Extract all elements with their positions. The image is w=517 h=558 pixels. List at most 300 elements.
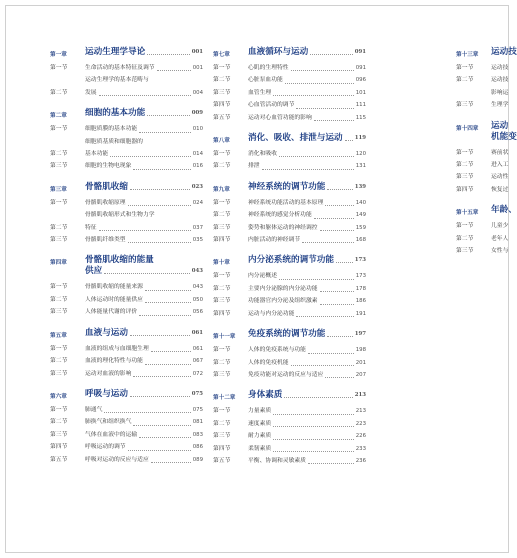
section-title <box>248 308 366 320</box>
chapter-title-row <box>85 108 203 119</box>
section-title-line <box>491 99 516 111</box>
section-page-number: 198 <box>355 347 366 354</box>
chapter-label: 第十五章 <box>456 210 479 217</box>
chapter-title-text: 血液循环与运动 <box>248 47 309 57</box>
dot-leader <box>325 205 353 206</box>
dot-leader <box>157 70 191 71</box>
section-page-number: 056 <box>192 309 203 316</box>
section-title <box>85 197 203 209</box>
section-title-text: 内脏活动的神经调节 <box>248 237 301 244</box>
section-title-line <box>248 369 366 381</box>
chapter-block <box>50 389 203 466</box>
section-label: 第二节 <box>50 224 68 231</box>
chapter-title-row <box>85 47 203 58</box>
section-label: 第三节 <box>50 163 68 170</box>
chapter-label: 第十三章 <box>456 52 479 58</box>
section-entry <box>50 441 203 453</box>
section-page-number: 236 <box>355 457 366 464</box>
dot-leader <box>279 156 354 157</box>
section-entry <box>50 123 203 135</box>
section-label: 第二节 <box>213 163 231 170</box>
section-title <box>85 281 203 293</box>
chapter-title-row <box>248 390 366 401</box>
section-label: 第一节 <box>50 199 68 206</box>
dot-leader <box>128 205 191 206</box>
section-page-number: 173 <box>355 273 366 280</box>
section-title <box>248 234 366 246</box>
chapter-heading <box>213 182 366 193</box>
section-title-line <box>85 74 203 86</box>
dot-leader <box>99 95 191 96</box>
dot-leader <box>273 426 354 427</box>
chapter-page-number: 001 <box>191 49 203 55</box>
section-title <box>85 74 203 99</box>
dot-leader <box>130 335 190 336</box>
section-label: 第一节 <box>213 408 231 415</box>
section-title <box>248 443 366 455</box>
section-title-line <box>248 270 366 282</box>
section-entry <box>50 74 203 99</box>
section-entry <box>213 369 366 381</box>
section-label: 第三节 <box>213 433 231 440</box>
dot-leader <box>320 304 354 305</box>
section-title-text: 功能器官内分泌及组织激素 <box>248 298 318 305</box>
section-entry <box>456 171 516 183</box>
section-title-text: 肺通气 <box>85 406 103 413</box>
dot-leader <box>145 290 191 291</box>
section-entry <box>50 429 203 441</box>
section-title-line <box>491 74 516 86</box>
section-title-text: 生命活动的基本特征及调节 <box>85 65 155 71</box>
chapter-title-text: 细胞的基本功能 <box>85 108 146 119</box>
section-title-line <box>85 222 203 234</box>
chapter-block <box>213 329 366 381</box>
section-page-number: 115 <box>355 114 366 121</box>
section-title <box>85 123 203 135</box>
section-title <box>491 87 516 112</box>
section-title-line <box>85 62 203 74</box>
chapter-block <box>50 108 203 173</box>
section-entry <box>50 343 203 355</box>
section-entry <box>213 62 366 74</box>
section-label: 第二节 <box>456 162 474 169</box>
section-label: 第三节 <box>213 298 231 305</box>
chapter-page-number: 023 <box>191 183 203 190</box>
section-page-number: 207 <box>355 371 366 378</box>
section-title <box>248 87 366 99</box>
toc-column-left <box>50 47 203 475</box>
section-page-number: 091 <box>355 65 366 71</box>
dot-leader <box>130 189 190 190</box>
chapter-label: 第八章 <box>213 138 230 145</box>
section-title-text: 运动性 <box>491 174 509 181</box>
dot-leader <box>284 397 352 398</box>
section-title <box>85 160 203 172</box>
section-title-line <box>248 148 366 160</box>
section-title-line <box>248 418 366 430</box>
section-title-line <box>248 234 366 246</box>
section-title-line <box>248 443 366 455</box>
section-label: 第三节 <box>50 237 68 244</box>
section-title <box>491 74 516 86</box>
section-title-text: 免疫功能对运动的反应与适应 <box>248 371 324 378</box>
section-label: 第一节 <box>50 65 68 71</box>
section-title-text: 运动对血液的影响 <box>85 370 132 377</box>
section-title <box>248 418 366 430</box>
section-title <box>491 62 516 74</box>
dot-leader <box>145 364 191 365</box>
section-title-text: 赛前状 <box>491 149 509 156</box>
section-title <box>491 147 516 159</box>
section-title-line <box>248 74 366 86</box>
section-entry <box>50 306 203 318</box>
section-page-number: 072 <box>192 370 203 377</box>
section-title-line <box>85 294 203 306</box>
section-title-line <box>248 209 366 221</box>
section-label: 第三节 <box>456 248 474 255</box>
section-page-number: 014 <box>192 151 203 158</box>
dot-leader <box>99 230 191 231</box>
chapter-page-number: 075 <box>191 390 203 397</box>
section-title-text: 肺换气和组织换气 <box>85 419 132 426</box>
chapter-label: 第十二章 <box>213 395 236 402</box>
chapter-title <box>85 182 203 193</box>
dot-leader <box>133 425 190 426</box>
chapter-label: 第五章 <box>50 332 67 339</box>
dot-leader <box>139 437 191 438</box>
section-label: 第三节 <box>50 309 68 316</box>
section-title-text: 细胞质膜的基本功能 <box>85 126 138 133</box>
section-label: 第二节 <box>50 296 68 303</box>
section-entry <box>50 197 203 209</box>
section-title <box>491 220 516 232</box>
section-entry <box>456 62 516 74</box>
chapter-heading <box>50 255 203 277</box>
chapter-title <box>248 329 366 340</box>
chapter-heading <box>456 205 516 216</box>
section-title-line <box>491 87 516 99</box>
section-title <box>491 171 516 183</box>
section-entry <box>50 209 203 234</box>
section-entry <box>50 160 203 172</box>
section-label: 第一节 <box>456 149 474 156</box>
chapter-label: 第七章 <box>213 52 230 58</box>
chapter-title <box>248 255 366 266</box>
section-title <box>491 184 516 196</box>
chapter-title <box>248 47 366 58</box>
dot-leader <box>345 140 353 141</box>
chapter-title <box>85 328 203 339</box>
chapter-title-text: 消化、吸收、排泄与运动 <box>248 133 343 144</box>
chapter-block <box>50 328 203 380</box>
section-title-text: 姿势和躯体运动的神经调控 <box>248 224 318 231</box>
section-title <box>248 112 366 124</box>
chapter-block <box>456 205 516 257</box>
section-title <box>491 245 516 257</box>
dot-leader <box>296 316 353 317</box>
section-page-number: 024 <box>192 199 203 206</box>
section-title-text: 柔韧素质 <box>248 445 272 452</box>
section-entry <box>213 234 366 246</box>
section-page-number: 111 <box>355 102 366 109</box>
section-entry <box>213 357 366 369</box>
section-title-text: 血管生理 <box>248 89 272 96</box>
section-entry <box>456 233 516 245</box>
section-title-text: 主要内分泌腺的内分泌功能 <box>248 285 318 292</box>
chapter-title-text: 年龄、 <box>491 205 517 216</box>
section-label: 第二节 <box>213 359 231 366</box>
section-title-text: 发展 <box>85 89 97 96</box>
dot-leader <box>285 83 354 84</box>
section-title-text: 人体的免疫系统与功能 <box>248 347 306 354</box>
chapter-block <box>50 47 203 99</box>
dot-leader <box>320 291 354 292</box>
dot-leader <box>325 377 353 378</box>
dot-leader <box>147 54 190 55</box>
section-label: 第三节 <box>456 174 474 181</box>
section-entry <box>456 245 516 257</box>
section-title <box>248 99 366 111</box>
chapter-title-row <box>85 328 203 339</box>
chapter-title-row <box>248 133 366 144</box>
section-label: 第五节 <box>213 114 231 121</box>
dot-leader <box>128 242 191 243</box>
section-title-line <box>85 234 203 246</box>
section-title-line <box>491 159 516 171</box>
section-page-number: 140 <box>355 199 366 206</box>
section-page-number: 191 <box>355 310 366 317</box>
section-page-number: 016 <box>192 163 203 170</box>
section-page-number: 037 <box>192 224 203 231</box>
section-title-text: 细胞的生物电现象 <box>85 163 132 170</box>
section-title-line <box>85 454 203 466</box>
section-title-line <box>491 171 516 183</box>
chapter-page-number: 213 <box>354 392 366 399</box>
dot-leader <box>273 414 354 415</box>
chapter-title-row <box>248 329 366 340</box>
toc-column-middle <box>213 47 366 476</box>
chapter-title <box>85 255 203 277</box>
section-title-text: 心血管活动的调节 <box>248 102 295 109</box>
section-entry <box>50 416 203 428</box>
chapter-title-text: 神经系统的调节功能 <box>248 181 326 192</box>
section-title-line <box>85 368 203 380</box>
section-page-number: 075 <box>192 406 203 413</box>
section-title-line <box>248 99 366 111</box>
section-label: 第一节 <box>456 65 474 71</box>
section-title-text: 心肌的生理特性 <box>248 65 289 71</box>
section-entry <box>213 74 366 86</box>
section-label: 第四节 <box>213 237 231 244</box>
chapter-title <box>491 121 517 143</box>
dot-leader <box>151 351 191 352</box>
dot-leader <box>273 451 354 452</box>
section-title-text: 儿童少 <box>491 223 509 230</box>
section-page-number: 101 <box>355 89 366 96</box>
section-title-line <box>491 245 516 257</box>
dot-leader <box>104 273 190 274</box>
section-title <box>85 343 203 355</box>
section-entry <box>213 295 366 307</box>
section-page-number: 086 <box>192 444 203 451</box>
section-title-line <box>85 123 203 135</box>
dot-leader <box>296 108 353 109</box>
section-title-text: 呼吸对运动的反应与适应 <box>85 456 149 463</box>
chapter-label: 第十一章 <box>213 334 236 341</box>
section-entry <box>213 87 366 99</box>
section-page-number: 089 <box>192 456 203 463</box>
section-title <box>248 405 366 417</box>
section-page-number: 096 <box>355 77 366 84</box>
dot-leader <box>327 336 352 337</box>
dot-leader <box>327 189 352 190</box>
section-title-text: 人体能量代谢的评价 <box>85 309 138 316</box>
section-page-number: 083 <box>192 431 203 438</box>
section-title-line <box>248 344 366 356</box>
section-label: 第一节 <box>50 284 68 291</box>
dot-leader <box>291 70 354 71</box>
section-title-text: 女性与 <box>491 248 509 255</box>
section-entry <box>213 112 366 124</box>
dot-leader <box>279 279 354 280</box>
chapter-heading <box>456 121 516 143</box>
section-title-text: 生理学 <box>491 102 509 109</box>
section-entry <box>213 197 366 209</box>
section-title-line <box>85 306 203 318</box>
dot-leader <box>104 412 190 413</box>
section-title-line <box>85 441 203 453</box>
chapter-title-row <box>85 266 203 277</box>
chapter-block <box>213 182 366 247</box>
section-title-text: 力量素质 <box>248 408 272 415</box>
section-label: 第三节 <box>456 102 474 109</box>
section-title-line <box>248 87 366 99</box>
section-title-line <box>85 209 203 221</box>
section-title <box>85 368 203 380</box>
chapter-title-text: 身体素质 <box>248 390 283 401</box>
chapter-heading <box>50 328 203 339</box>
dot-leader <box>314 218 354 219</box>
section-label: 第二节 <box>50 419 68 426</box>
section-title-text: 心脏泵血功能 <box>248 77 283 84</box>
chapter-page-number: 173 <box>354 257 366 264</box>
section-page-number: 001 <box>192 65 203 71</box>
section-label: 第二节 <box>213 420 231 427</box>
section-title <box>248 357 366 369</box>
chapter-title-text: 供应 <box>85 266 103 277</box>
section-title-line <box>85 136 203 148</box>
chapter-block <box>50 255 203 318</box>
section-title-line <box>85 416 203 428</box>
chapter-title-text: 呼吸与运动 <box>85 388 128 399</box>
chapter-title <box>85 108 203 119</box>
document-page <box>5 5 517 553</box>
dot-leader <box>151 462 191 463</box>
section-entry <box>456 159 516 171</box>
dot-leader <box>310 54 353 55</box>
dot-leader <box>314 120 354 121</box>
chapter-heading <box>456 47 516 58</box>
section-title-line <box>85 404 203 416</box>
dot-leader <box>147 115 190 116</box>
section-page-number: 120 <box>355 151 366 158</box>
section-entry <box>213 222 366 234</box>
chapter-block <box>213 133 366 173</box>
section-label: 第三节 <box>50 370 68 377</box>
section-title <box>248 283 366 295</box>
section-title <box>85 234 203 246</box>
section-entry <box>50 234 203 246</box>
section-label: 第一节 <box>50 406 68 413</box>
section-title <box>85 454 203 466</box>
section-label: 第三节 <box>213 371 231 378</box>
chapter-heading <box>50 47 203 58</box>
section-entry <box>213 148 366 160</box>
dot-leader <box>133 169 190 170</box>
section-page-number: 168 <box>355 237 366 244</box>
section-label: 第二节 <box>213 77 231 84</box>
section-title-line <box>248 295 366 307</box>
section-entry <box>213 405 366 417</box>
chapter-title <box>248 182 366 193</box>
chapter-block <box>213 390 366 467</box>
section-title-line <box>491 220 516 232</box>
section-title-text: 特征 <box>85 224 97 231</box>
section-entry <box>213 270 366 282</box>
section-label: 第二节 <box>456 77 474 84</box>
section-entry <box>213 99 366 111</box>
chapter-page-number: 139 <box>354 183 366 190</box>
section-title <box>248 295 366 307</box>
dot-leader <box>273 439 354 440</box>
section-title <box>85 404 203 416</box>
section-title-text: 进入工 <box>491 162 509 169</box>
chapter-label: 第九章 <box>213 186 230 193</box>
section-entry <box>50 355 203 367</box>
chapter-title-row <box>248 182 366 193</box>
section-label: 第一节 <box>50 126 68 133</box>
section-label: 第一节 <box>213 65 231 71</box>
section-title-text: 神经系统功能活动的基本原理 <box>248 199 324 206</box>
section-title <box>85 441 203 453</box>
section-label: 第三节 <box>50 431 68 438</box>
section-label: 第一节 <box>456 223 474 230</box>
dot-leader <box>308 353 354 354</box>
chapter-heading <box>213 133 366 144</box>
chapter-label: 第十四章 <box>456 125 479 132</box>
section-title <box>248 160 366 172</box>
section-title-text: 神经系统的感觉分析功能 <box>248 212 312 219</box>
section-title-text: 恢复过 <box>491 186 509 193</box>
section-title <box>248 270 366 282</box>
section-title-line <box>248 160 366 172</box>
section-title-text: 运动与内分泌功能 <box>248 310 295 317</box>
section-title <box>248 62 366 74</box>
section-page-number: 067 <box>192 358 203 365</box>
section-page-number: 213 <box>355 408 366 415</box>
chapter-title <box>248 133 366 144</box>
chapter-block <box>213 47 366 124</box>
chapter-title-row <box>85 389 203 400</box>
dot-leader <box>308 463 354 464</box>
chapter-block <box>456 121 516 197</box>
chapter-heading <box>213 47 366 58</box>
chapter-heading <box>50 108 203 119</box>
chapter-title-row <box>248 47 366 58</box>
chapter-block <box>456 47 516 112</box>
section-title <box>85 355 203 367</box>
chapter-title <box>491 47 517 58</box>
